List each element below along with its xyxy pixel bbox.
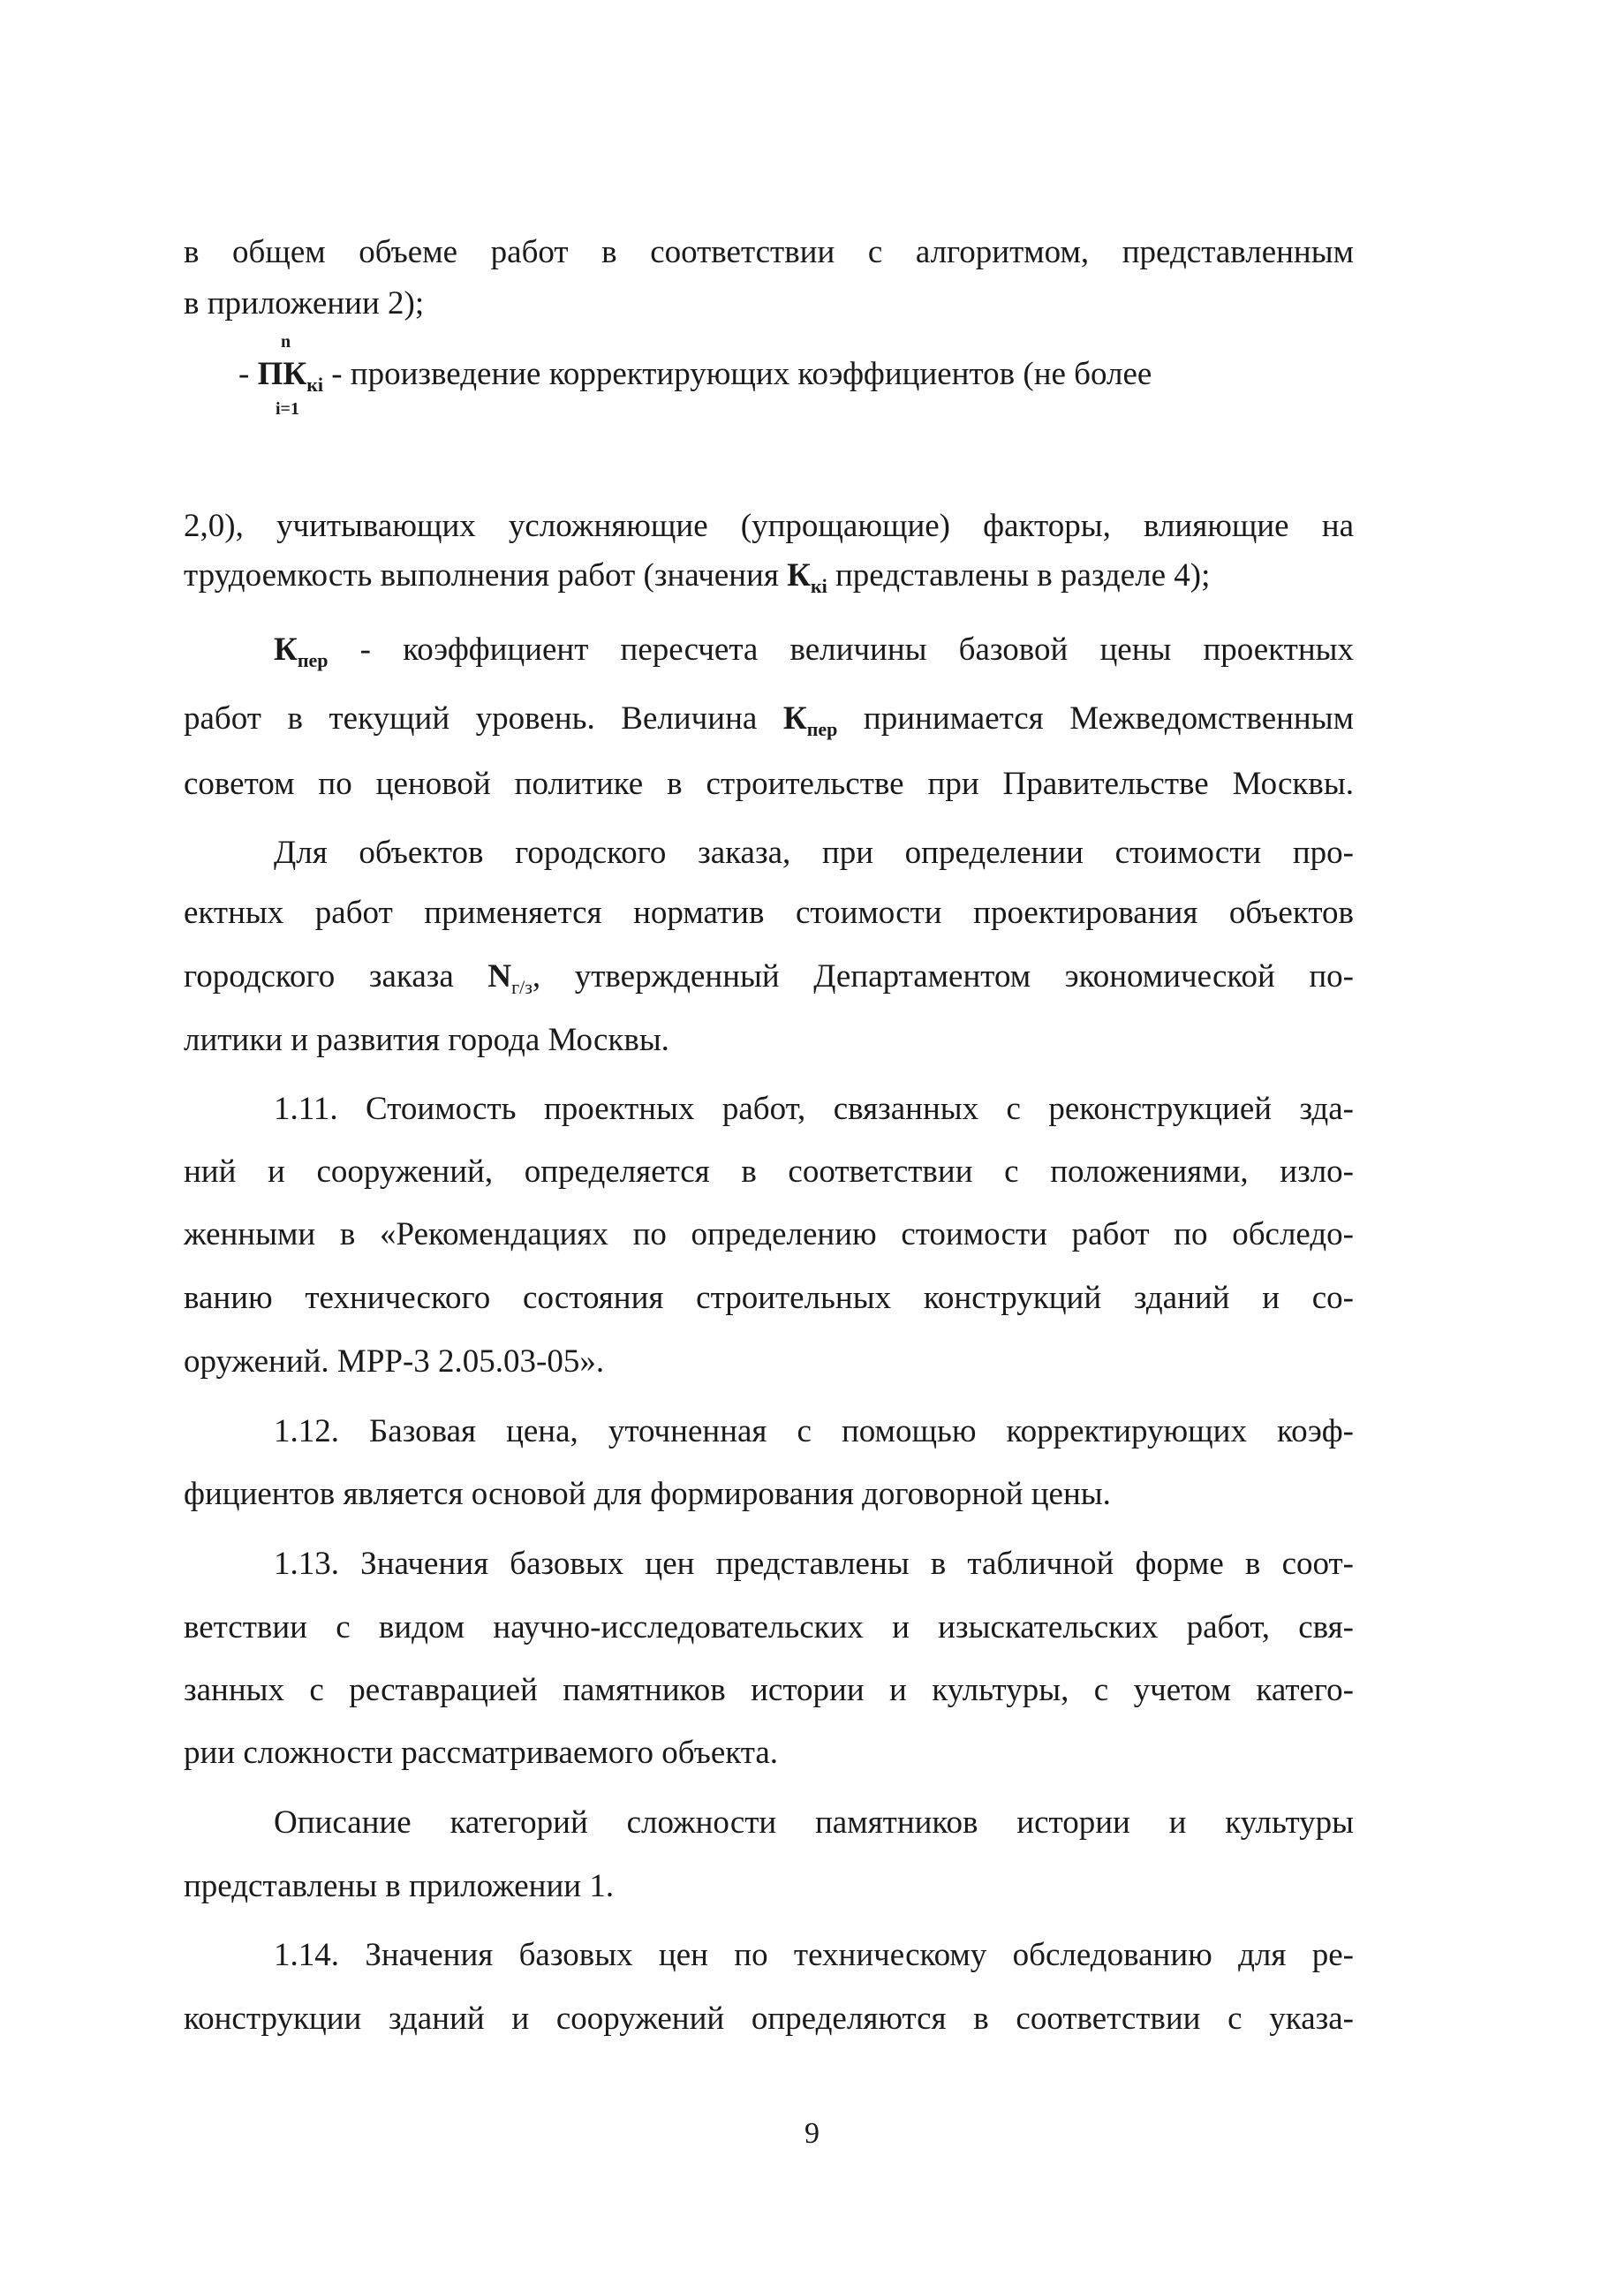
norm-subscript: г/з [511,976,533,998]
text-line: в общем объеме работ в соответствии с алгоритмом, представленным [184,234,1354,270]
text-line: Описание категорий сложности памятников истории и культуры [274,1804,1354,1841]
coef-symbol: К [274,632,298,668]
text-line: ветствии с видом научно-исследовательских и изыскательских работ, свя- [184,1609,1354,1645]
text-fragment: представлены в разделе 4); [827,557,1211,594]
coef-subscript: пер [297,649,329,671]
text-fragment: городского заказа [184,958,488,995]
text-line [274,629,1354,682]
text-line: конструкции зданий и сооружений определяются в соответствии с указа- [184,2001,1354,2037]
text-line: Для объектов городского заказа, при определении стоимости про- [274,835,1354,871]
text-line: советом по ценовой политике в строительстве при Правительстве Москвы. [184,766,1354,802]
text-line: рии сложности рассматриваемого объекта. [184,1735,779,1771]
text-fragment: - коэффициент пересчета величины базовой цены проектных [328,632,1354,668]
text-line: ванию технического состояния строительных конструкций зданий и со- [184,1280,1354,1316]
formula-description: - произведение корректирующих коэффициентов (не более [322,356,1152,392]
text-line: литики и развития города Москвы. [184,1022,669,1058]
text-line: 1.12. Базовая цена, уточненная с помощью корректирующих коэф- [274,1413,1354,1449]
formula-dash: - [238,356,250,392]
coef-subscript: пер [806,718,838,740]
text-line: занных с реставрацией памятников истории и культуры, с учетом катего- [184,1672,1354,1708]
text-line: в приложении 2); [184,285,425,322]
text-fragment: принимается Межведомственным [837,700,1354,737]
coef-symbol: К [782,700,807,737]
formula-subscript: кi [306,374,323,396]
coef-subscript: кi [810,575,827,597]
text-line: 1.11. Стоимость проектных работ, связанных с реконструкцией зда- [274,1091,1354,1127]
text-line: фициентов является основой для формирования договорной цены. [184,1476,1111,1512]
formula-lower-limit: i=1 [276,399,299,419]
formula-symbol: ПК [257,356,307,392]
text-line: женными в «Рекомендациях по определению стоимости работ по обследо- [184,1216,1354,1252]
text-fragment: трудоемкость выполнения работ (значения [184,557,788,594]
text-line: 2,0), учитывающих усложняющие (упрощающие) факторы, влияющие на [184,508,1354,544]
text-line [184,698,1354,751]
text-line [184,956,1354,1009]
text-line: ектных работ применяется норматив стоимости проектирования объектов [184,895,1354,931]
text-line: 1.13. Значения базовых цен представлены в табличной форме в соот- [274,1546,1354,1582]
text-fragment: работ в текущий уровень. Величина [184,700,783,737]
text-fragment: , утвержденный Департаментом экономической по- [532,958,1354,995]
text-line: оружений. МРР-3 2.05.03-05». [184,1343,605,1380]
coef-symbol: К [787,557,811,594]
formula-line [238,353,1354,406]
norm-symbol: N [487,958,512,995]
page-number: 9 [804,2117,820,2150]
text-line: ний и сооружений, определяется в соответствии с положениями, изло- [184,1154,1354,1190]
text-line: представлены в приложении 1. [184,1868,615,1904]
text-line [184,555,1354,608]
text-line: 1.14. Значения базовых цен по техническому обследованию для ре- [274,1937,1354,1973]
formula-upper-limit: n [281,332,291,352]
